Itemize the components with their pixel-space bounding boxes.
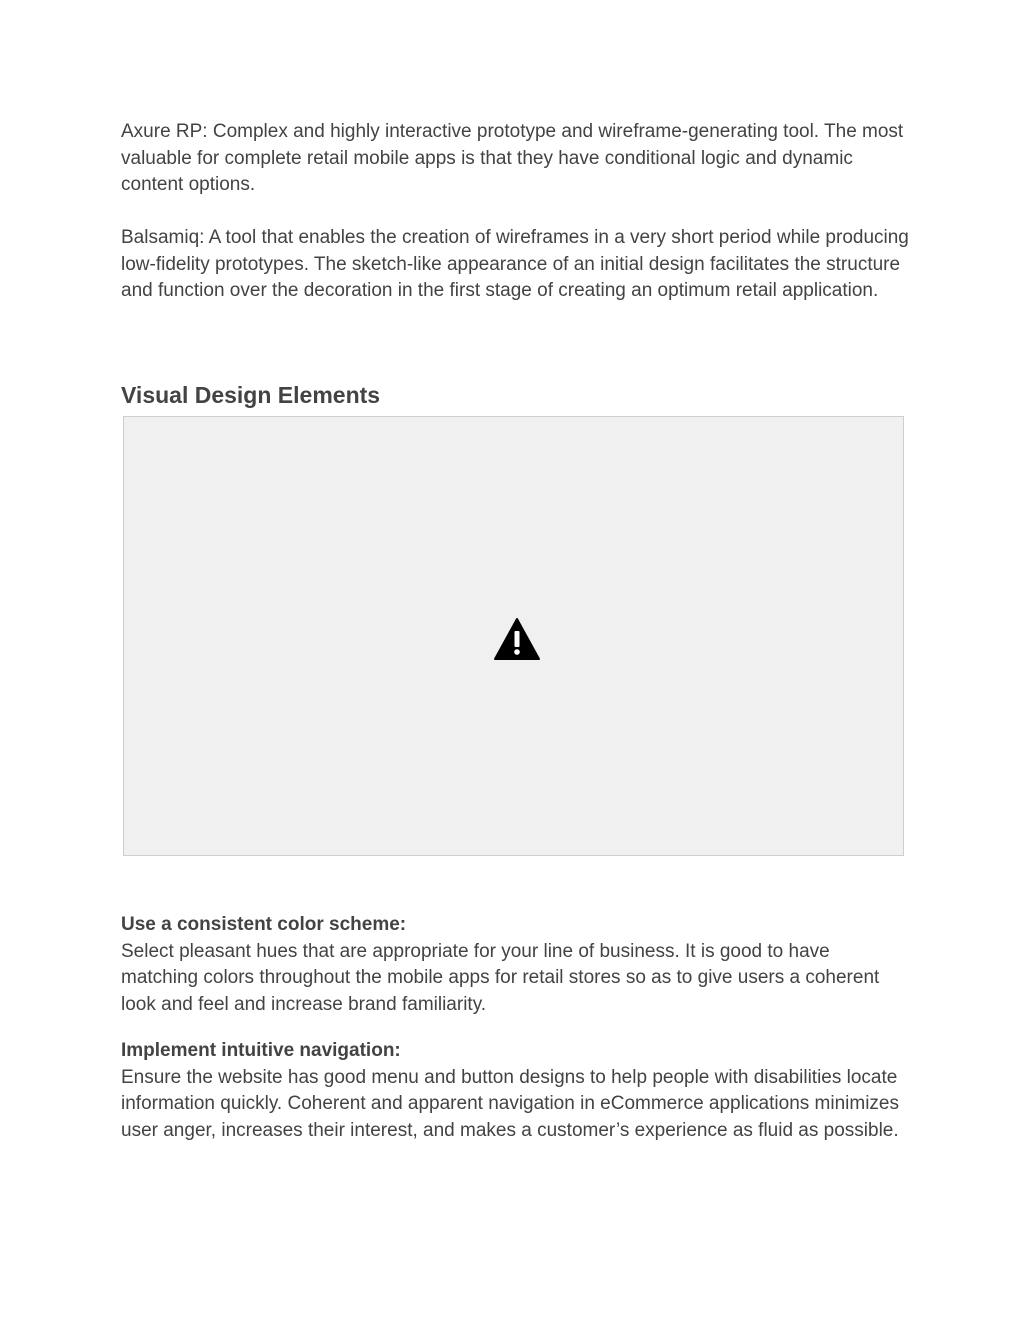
color-scheme-title: Use a consistent color scheme: (121, 914, 407, 935)
warning-triangle-icon (493, 617, 541, 661)
navigation-title: Implement intuitive navigation: (121, 1040, 401, 1061)
color-scheme-body: Select pleasant hues that are appropriate for your line of business. It is good to have matching colors throughout the mobile apps for retail stores so as to give users a coherent look and feel and increase brand familiarity. (121, 940, 880, 1015)
broken-image-placeholder (123, 416, 904, 856)
navigation-body: Ensure the website has good menu and button designs to help people with disabilities locate information quickly. Coherent and apparent navigation in eCommerce applications minimizes user anger, increases their interest, and makes a customer’s experience as fluid as possible. (121, 1066, 899, 1141)
balsamiq-paragraph: Balsamiq: A tool that enables the creation of wireframes in a very short period while producing low-fidelity prototypes. The sketch-like appearance of an initial design facilitates the structure and function over the decoration in the first stage of creating an optimum retail application. (121, 227, 909, 301)
navigation-section (121, 1038, 911, 1144)
axure-paragraph: Axure RP: Complex and highly interactive prototype and wireframe-generating tool. The most valuable for complete retail mobile apps is that they have conditional logic and dynamic content options. (121, 121, 904, 195)
section-heading: Visual Design Elements (121, 382, 381, 408)
color-scheme-section (121, 912, 911, 1018)
